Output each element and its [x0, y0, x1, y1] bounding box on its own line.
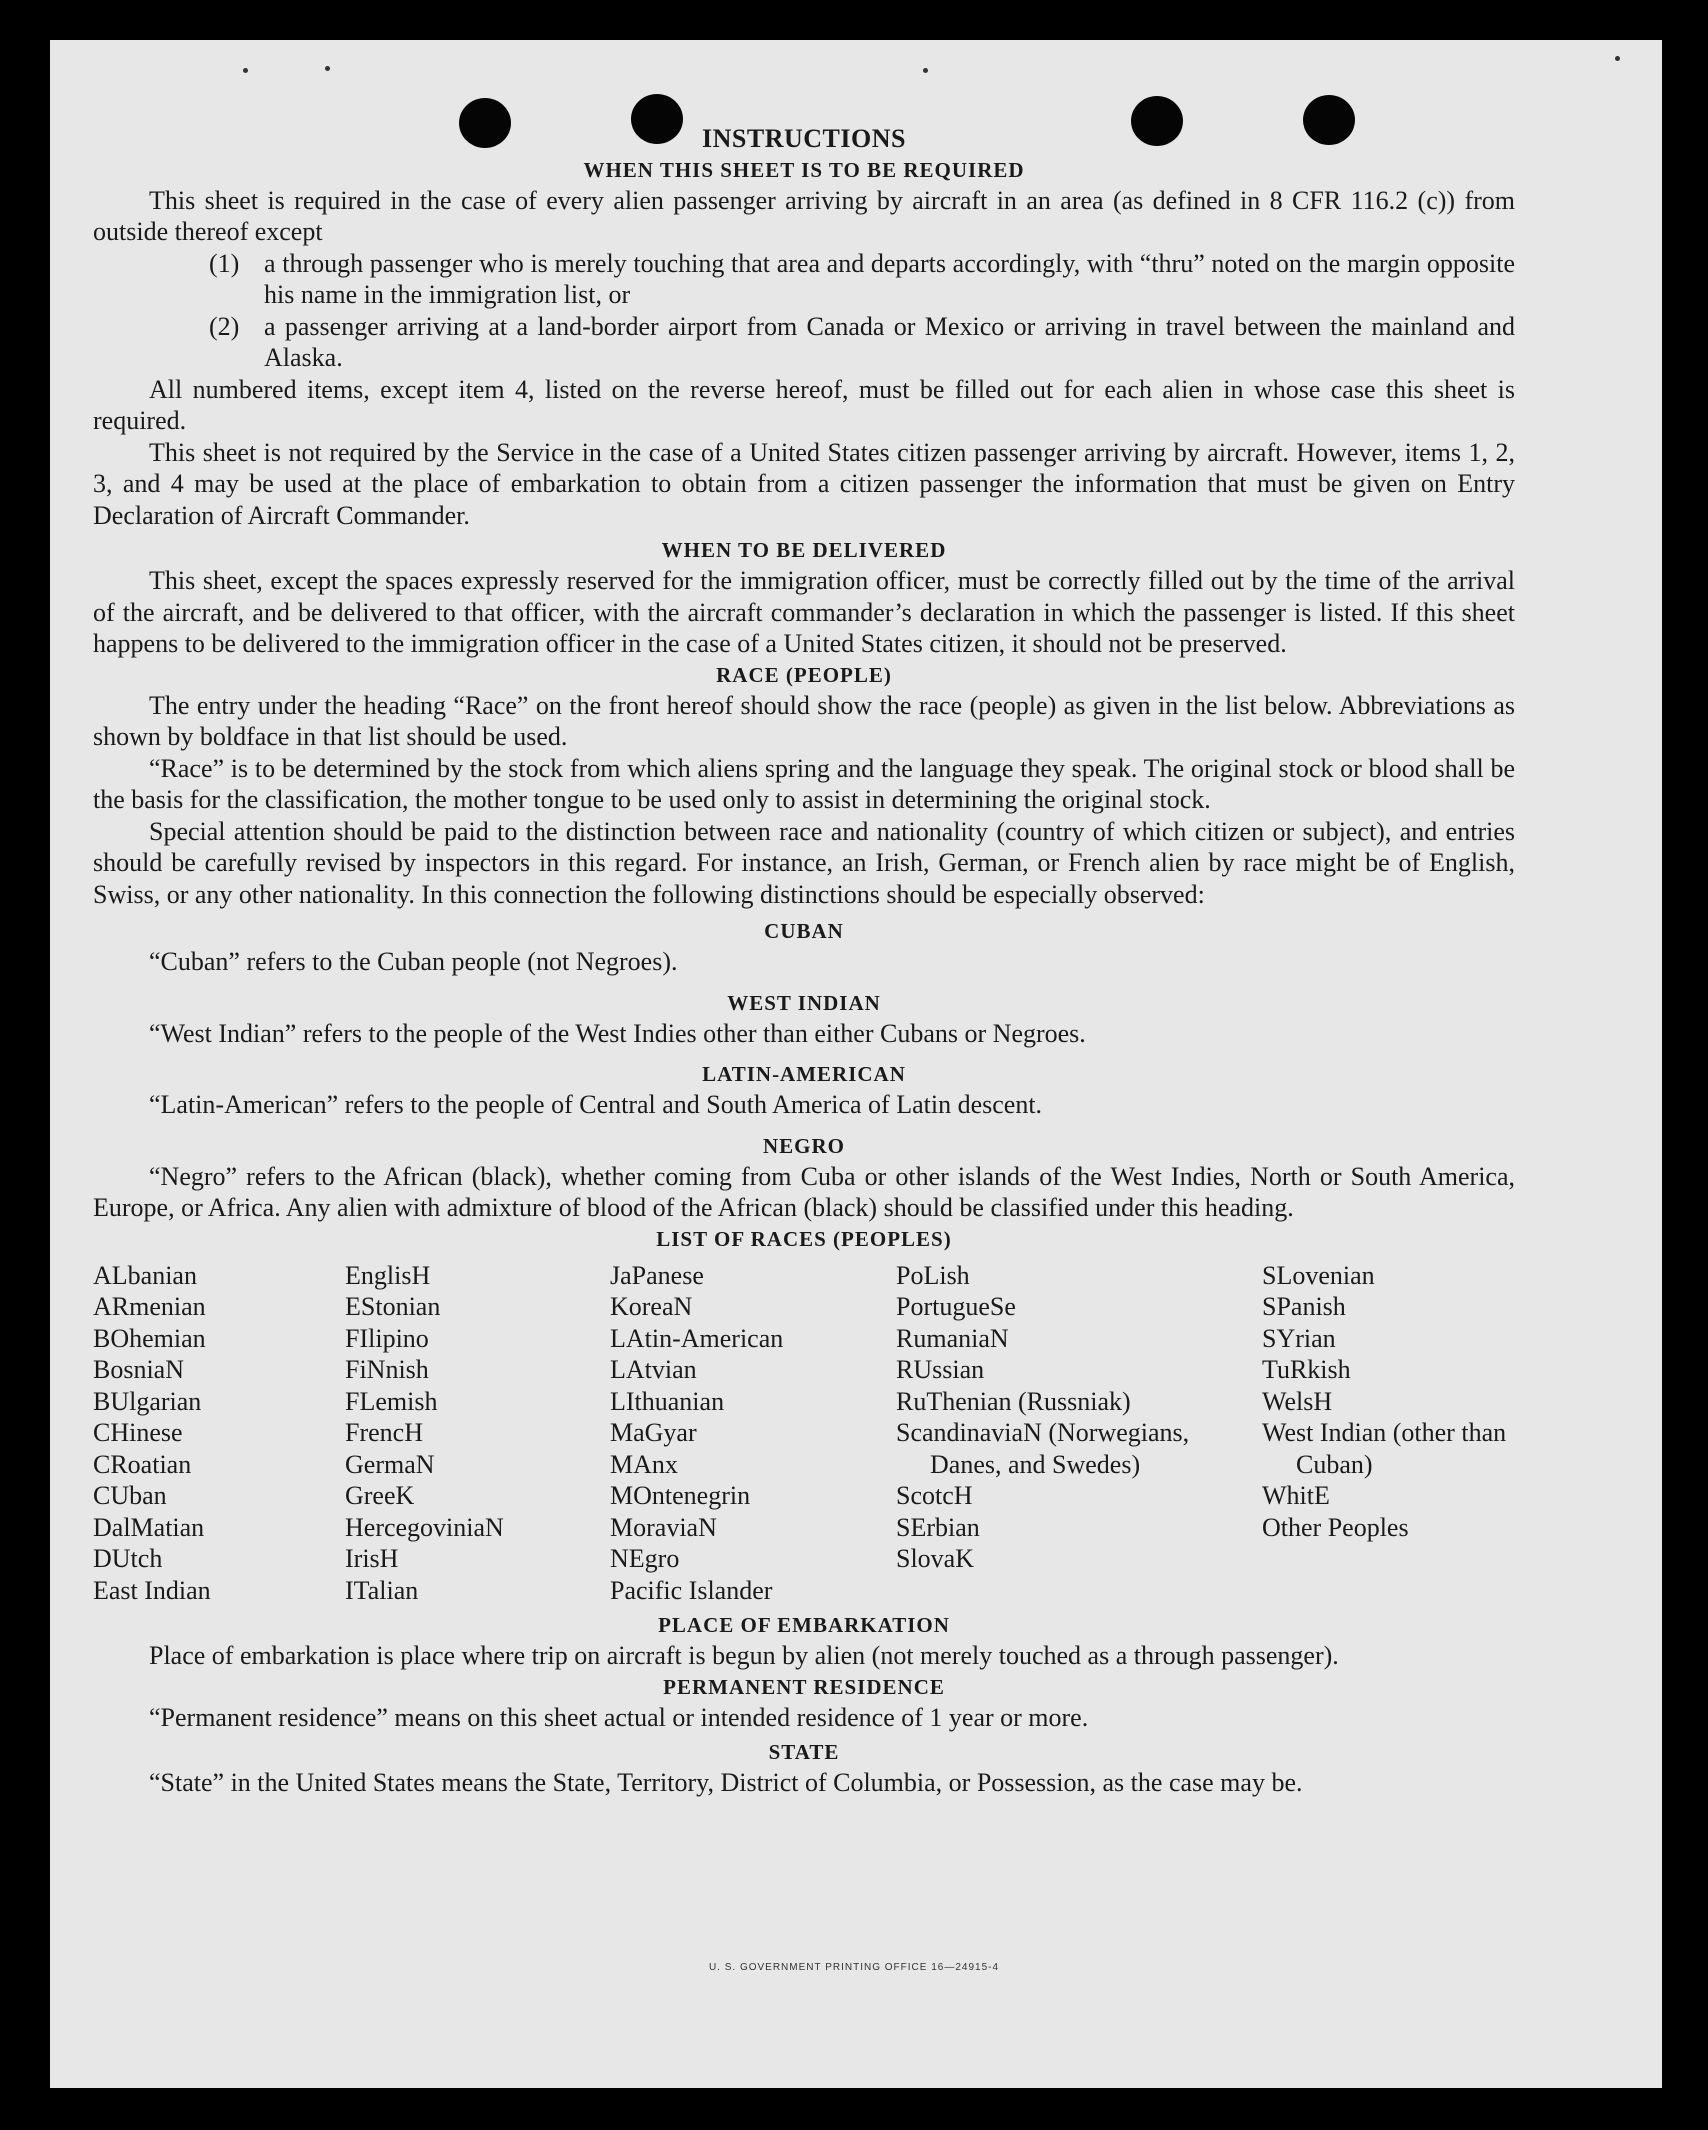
races-column [1262, 1260, 1515, 1607]
paragraph: “State” in the United States means the State, Territory, District of Columbia, or Possession, as the case may be. [149, 1768, 1303, 1797]
race-entry: SYrian [1262, 1323, 1336, 1353]
race-entry: East Indian [93, 1575, 211, 1605]
paragraph: This sheet is not required by the Service in the case of a United States citizen passenger arriving by aircraft. However, items 1, 2, 3, and 4 may be used at the place of embarkation to obtain from a citizen passenger the information that must be given on Entry Declaration of Aircraft Commander. [93, 437, 1515, 530]
race-entry: SlovaK [896, 1544, 974, 1573]
race-entry: MOntenegrin [610, 1481, 751, 1510]
paragraph: “Cuban” refers to the Cuban people (not Negroes). [149, 947, 678, 976]
race-entry: BOhemian [93, 1323, 206, 1353]
race-entry: ITalian [345, 1575, 419, 1605]
race-entry: WhitE [1262, 1481, 1330, 1510]
race-entry: MaGyar [610, 1418, 697, 1447]
dust-speck [923, 68, 928, 73]
paragraph: “Negro” refers to the African (black), whether coming from Cuba or other islands of the West Indies, North or South America, Europe, or Africa. Any alien with admixture of blood of the African (black) should be classified under this heading. [93, 1161, 1515, 1222]
race-entry: RuThenian (Russniak) [896, 1386, 1131, 1416]
race-entry: SErbian [896, 1512, 980, 1542]
paragraph: “West Indian” refers to the people of the West Indies other than either Cubans or Negroes. [149, 1018, 1086, 1048]
race-entry: ARmenian [93, 1292, 206, 1321]
race-entry: Pacific Islander [610, 1575, 773, 1605]
race-entry: PoLish [896, 1260, 970, 1290]
section-heading-delivered: WHEN TO BE DELIVERED [661, 538, 947, 562]
race-entry: LAtin-American [610, 1323, 784, 1353]
paragraph: “Race” is to be determined by the stock from which aliens spring and the language they speak. The original stock or blood shall be the basis for the classification, the mother tongue to be used only to assist in determining the original stock. [93, 753, 1515, 814]
list-item [209, 311, 1515, 374]
paragraph: All numbered items, except item 4, listed on the reverse hereof, must be filled out for each alien in whose case this sheet is required. [93, 374, 1515, 435]
races-column [93, 1260, 345, 1607]
race-entry: Other Peoples [1262, 1512, 1409, 1542]
dust-speck [1615, 56, 1620, 61]
race-entry: GreeK [345, 1481, 415, 1510]
races-column [896, 1260, 1262, 1607]
race-entry: MAnx [610, 1449, 678, 1479]
race-entry: DUtch [93, 1544, 163, 1573]
races-table [93, 1260, 1515, 1607]
paragraph: The entry under the heading “Race” on the front hereof should show the race (people) as given in the list below. Abbreviations as shown by boldface in that list should be used. [93, 690, 1515, 751]
race-entry: BUlgarian [93, 1386, 202, 1416]
section-heading-list-of-races: LIST OF RACES (PEOPLES) [656, 1226, 952, 1251]
instructions-text [93, 88, 1515, 1799]
section-heading-embarkation: PLACE OF EMBARKATION [658, 1613, 950, 1637]
section-heading-negro: NEGRO [762, 1133, 845, 1158]
item-number: (1) [209, 248, 240, 278]
race-entry: ScotcH [896, 1481, 973, 1510]
race-entry: ALbanian [93, 1260, 197, 1290]
race-entry: PortugueSe [896, 1292, 1016, 1321]
section-heading-state: STATE [768, 1740, 840, 1764]
race-entry: HercegoviniaN [345, 1512, 504, 1542]
race-entry: CRoatian [93, 1449, 192, 1479]
race-entry: CUban [93, 1481, 167, 1510]
section-heading-required: WHEN THIS SHEET IS TO BE REQUIRED [583, 157, 1025, 182]
race-entry: SPanish [1262, 1292, 1346, 1321]
race-entry: IrisH [345, 1544, 399, 1573]
race-entry: FiNnish [345, 1355, 429, 1384]
paragraph: This sheet, except the spaces expressly reserved for the immigration officer, must be correctly filled out by the time of the arrival of the aircraft, and be delivered to that officer, with the aircraft commander’s declaration in which the passenger is listed. If this sheet happens to be delivered to the immigration officer in the case of a United States citizen, it should not be preserved. [93, 566, 1515, 658]
paragraph: Place of embarkation is place where trip on aircraft is begun by alien (not merely touched as a through passenger). [149, 1641, 1339, 1670]
race-entry: RumaniaN [896, 1323, 1009, 1353]
race-entry: EnglisH [345, 1260, 431, 1290]
races-column [345, 1260, 610, 1607]
race-entry: DalMatian [93, 1512, 205, 1542]
list-item [209, 248, 1515, 311]
race-entry: BosniaN [93, 1355, 184, 1384]
races-column [610, 1260, 896, 1607]
race-entry: JaPanese [610, 1260, 704, 1290]
race-entry: GermaN [345, 1449, 435, 1479]
paragraph: “Latin-American” refers to the people of Central and South America of Latin descent. [149, 1090, 1043, 1119]
race-entry: TuRkish [1262, 1355, 1351, 1384]
section-heading-race: RACE (PEOPLE) [716, 662, 892, 687]
section-heading-residence: PERMANENT RESIDENCE [663, 1674, 945, 1699]
item-text: a passenger arriving at a land-border airport from Canada or Mexico or arriving in travel between the mainland and Alaska. [264, 311, 1515, 372]
dust-speck [243, 68, 248, 73]
race-entry: LAtvian [610, 1355, 697, 1384]
race-entry: ScandinaviaN (Norwegians, Danes, and Swedes) [896, 1418, 1190, 1479]
race-entry: NEgro [610, 1544, 680, 1573]
race-entry: LIthuanian [610, 1386, 725, 1416]
race-entry: FIlipino [345, 1323, 429, 1353]
race-entry: RUssian [896, 1355, 985, 1384]
section-heading-latin-american: LATIN-AMERICAN [702, 1062, 906, 1086]
printer-imprint: U. S. GOVERNMENT PRINTING OFFICE 16—24915-4 [708, 1962, 1000, 1973]
race-entry: KoreaN [610, 1292, 693, 1321]
race-entry: MoraviaN [610, 1512, 717, 1542]
race-entry: SLovenian [1262, 1260, 1375, 1290]
paragraph: This sheet is required in the case of every alien passenger arriving by aircraft in an area (as defined in 8 CFR 116.2 (c)) from outside thereof except [93, 185, 1515, 246]
dust-speck [325, 66, 330, 71]
page-title: INSTRUCTIONS [702, 124, 906, 153]
paragraph: “Permanent residence” means on this sheet actual or intended residence of 1 year or more. [149, 1702, 1089, 1732]
section-heading-cuban: CUBAN [764, 919, 844, 943]
race-entry: EStonian [345, 1292, 441, 1321]
section-heading-west-indian: WEST INDIAN [727, 990, 881, 1015]
race-entry: FLemish [345, 1386, 438, 1416]
paragraph: Special attention should be paid to the distinction between race and nationality (country of which citizen or subject), and entries should be carefully revised by inspectors in this regard. For instance, an Irish, German, or French alien by race might be of English, Swiss, or any other nationality. In this connection the following distinctions should be especially observed: [93, 816, 1515, 909]
race-entry: West Indian (other than Cuban) [1262, 1418, 1507, 1479]
item-text: a through passenger who is merely touching that area and departs accordingly, with “thru” noted on the margin opposite his name in the immigration list, or [264, 248, 1515, 309]
race-entry: WelsH [1262, 1386, 1333, 1416]
race-entry: FrencH [345, 1418, 423, 1447]
race-entry: CHinese [93, 1418, 183, 1447]
item-number: (2) [209, 311, 240, 341]
